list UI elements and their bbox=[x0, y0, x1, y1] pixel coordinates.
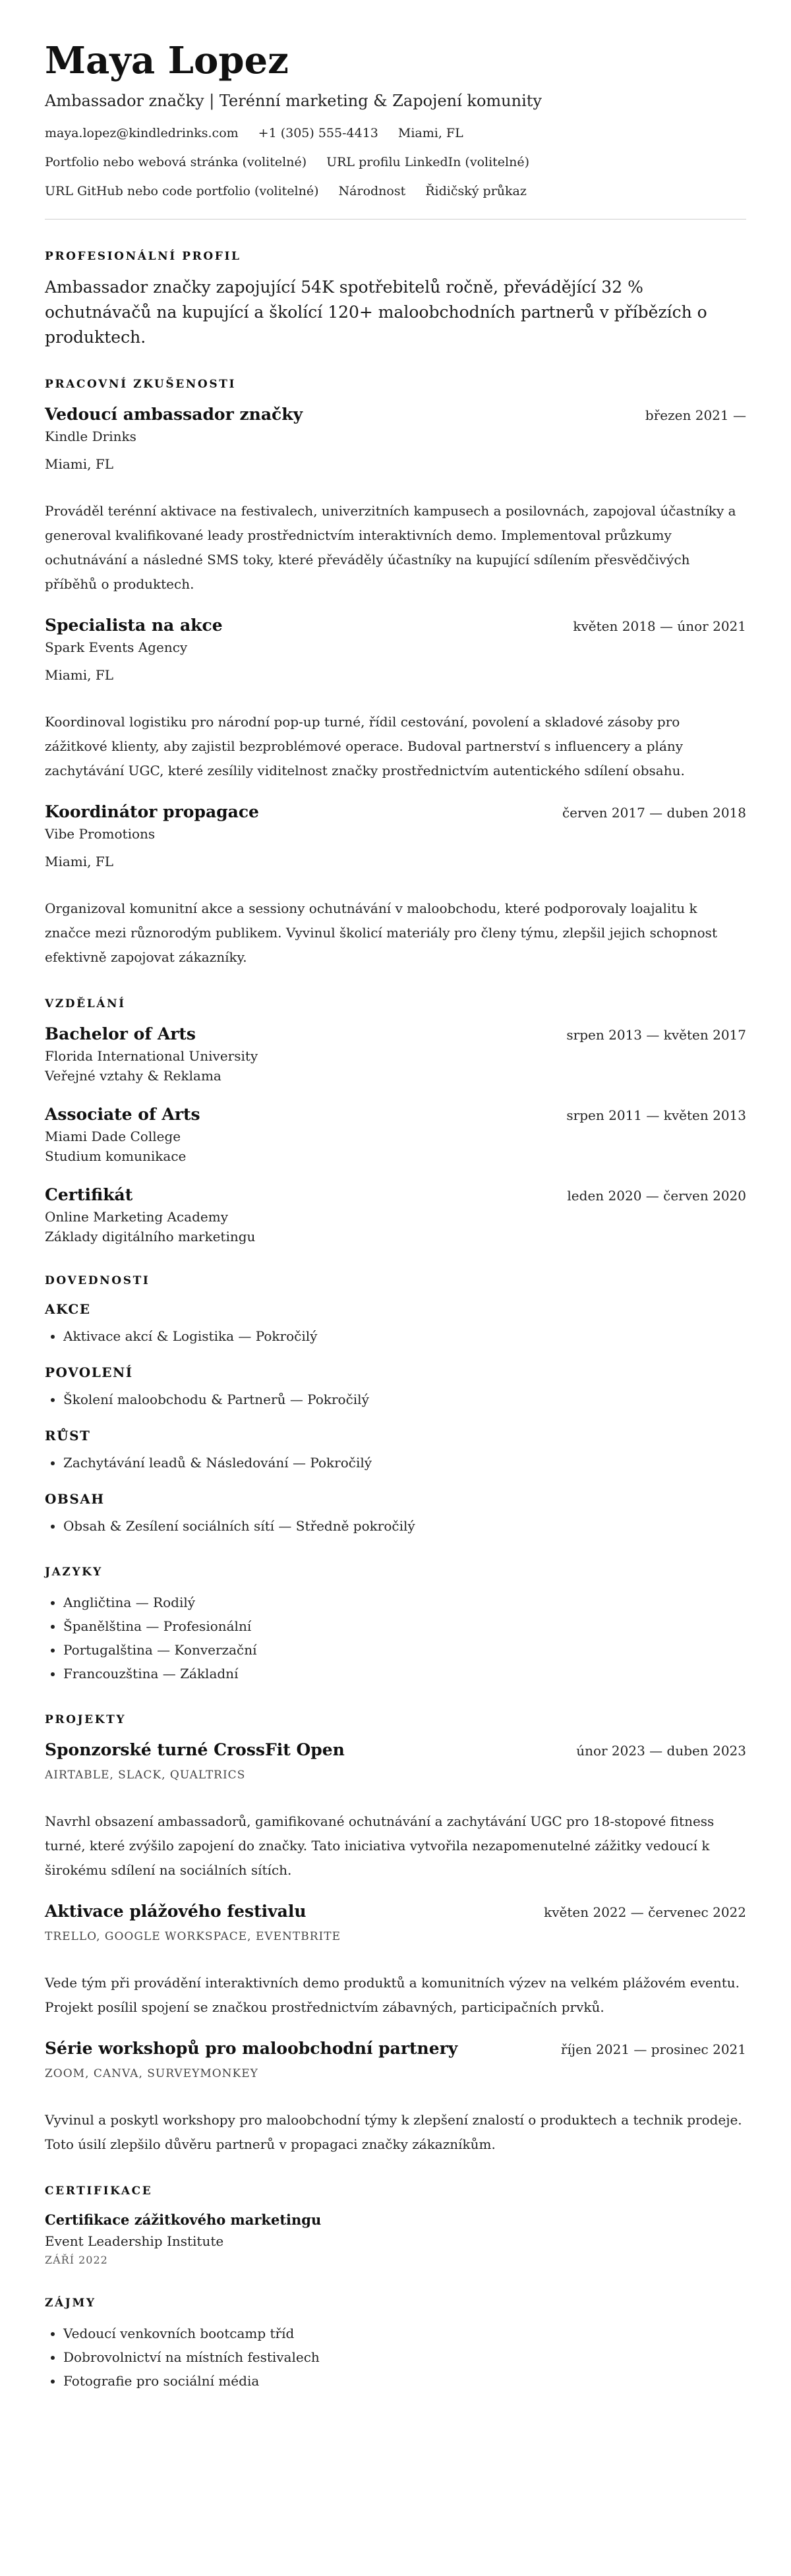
school: Florida International University bbox=[45, 1048, 258, 1064]
section-title-experience: PRACOVNÍ ZKUŠENOSTI bbox=[45, 378, 237, 391]
email[interactable]: maya.lopez@kindledrinks.com bbox=[45, 126, 239, 140]
job-dates: březen 2021 — bbox=[645, 407, 746, 423]
skill-category: RŮST bbox=[45, 1428, 91, 1444]
headline: Ambassador značky | Terénní marketing & Zapojení komunity bbox=[45, 92, 542, 110]
skills-section bbox=[45, 1273, 746, 1538]
linkedin-link[interactable]: URL profilu LinkedIn (volitelné) bbox=[326, 155, 530, 169]
experience-entry bbox=[45, 800, 746, 970]
contact-row bbox=[45, 153, 746, 171]
company: Kindle Drinks bbox=[45, 428, 136, 444]
experience-section bbox=[45, 376, 746, 970]
company: Vibe Promotions bbox=[45, 826, 156, 842]
project-tools: AIRTABLE, SLACK, QUALTRICS bbox=[45, 1769, 246, 1782]
field-of-study: Studium komunikace bbox=[45, 1148, 187, 1164]
school: Online Marketing Academy bbox=[45, 1209, 229, 1225]
job-dates: květen 2018 — únor 2021 bbox=[573, 618, 746, 634]
section-title-education: VZDĚLÁNÍ bbox=[45, 997, 126, 1010]
education-dates: leden 2020 — červen 2020 bbox=[567, 1188, 746, 1204]
experience-entry bbox=[45, 614, 746, 783]
skill-item: • Školení maloobchodu & Partnerů — Pokročilý bbox=[63, 1388, 746, 1411]
certification-issuer: Event Leadership Institute bbox=[45, 2233, 224, 2249]
skill-category: AKCE bbox=[45, 1301, 91, 1317]
degree: Associate of Arts bbox=[45, 1105, 200, 1124]
skill-item: • Obsah & Zesílení sociálních sítí — Středně pokročilý bbox=[63, 1514, 746, 1538]
drivers-license: Řidičský průkaz bbox=[425, 184, 527, 198]
certification-name: Certifikace zážitkového marketingu bbox=[45, 2211, 322, 2228]
education-section bbox=[45, 996, 746, 1246]
skill-item: • Aktivace akcí & Logistika — Pokročilý bbox=[63, 1324, 746, 1348]
section-title-languages: JAZYKY bbox=[45, 1566, 103, 1579]
interest-item: • Fotografie pro sociální média bbox=[63, 2369, 746, 2393]
section-title-skills: DOVEDNOSTI bbox=[45, 1274, 150, 1287]
interest-item: • Vedoucí venkovních bootcamp tříd bbox=[63, 2322, 746, 2345]
job-description: Organizoval komunitní akce a sessiony ochutnávání v maloobchodu, které podporovaly loajalitu k značce mezi různorodým publikem. Vyvinul školicí materiály pro členy týmu, zlepšil jejich schopnost efektivně zapojovat zákazníky. bbox=[45, 900, 717, 965]
school: Miami Dade College bbox=[45, 1128, 181, 1144]
job-description: Koordinoval logistiku pro národní pop-up turné, řídil cestování, povolení a skladové zásoby pro zážitkové klienty, aby zajistil bezproblémové operace. Budoval partnerství s influencery a plány zachytávání UGC, které zesílily viditelnost značky prostřednictvím autentického sdílení obsahu. bbox=[45, 714, 685, 778]
nationality: Národnost bbox=[338, 184, 406, 198]
education-dates: srpen 2013 — květen 2017 bbox=[566, 1027, 746, 1043]
project-tools: TRELLO, GOOGLE WORKSPACE, EVENTBRITE bbox=[45, 1930, 341, 1943]
interests-section bbox=[45, 2295, 746, 2393]
github-link[interactable]: URL GitHub nebo code portfolio (volitelné) bbox=[45, 184, 319, 198]
projects-section bbox=[45, 1712, 746, 2157]
job-location: Miami, FL bbox=[45, 667, 114, 683]
project-dates: květen 2022 — červenec 2022 bbox=[544, 1904, 746, 1920]
candidate-name: Maya Lopez bbox=[45, 39, 289, 82]
phone[interactable]: +1 (305) 555-4413 bbox=[258, 126, 378, 140]
portfolio-link[interactable]: Portfolio nebo webová stránka (volitelné) bbox=[45, 155, 307, 169]
job-location: Miami, FL bbox=[45, 456, 114, 472]
interest-item: • Dobrovolnictví na místních festivalech bbox=[63, 2345, 746, 2369]
contact-row bbox=[45, 182, 746, 200]
project-entry bbox=[45, 1900, 746, 2020]
languages-section bbox=[45, 1564, 746, 1685]
project-description: Vede tým při provádění interaktivních demo produktů a komunitních výzev na velkém plážovém eventu. Projekt posílil spojení se značkou prostřednictvím zábavných, participačních prvků. bbox=[45, 1975, 740, 2015]
skill-category: POVOLENÍ bbox=[45, 1364, 133, 1380]
language-item: • Francouzština — Základní bbox=[63, 1662, 746, 1685]
education-dates: srpen 2011 — květen 2013 bbox=[566, 1107, 746, 1123]
summary-text: Ambassador značky zapojující 54K spotřebitelů ročně, převádějící 32 % ochutnávačů na kupující a školící 120+ maloobchodních partnerů v příbězích o produktech. bbox=[45, 278, 707, 347]
education-entry bbox=[45, 1103, 746, 1166]
project-tools: ZOOM, CANVA, SURVEYMONKEY bbox=[45, 2067, 258, 2080]
header-divider bbox=[45, 219, 746, 220]
job-location: Miami, FL bbox=[45, 854, 114, 869]
skill-item: • Zachytávání leadů & Následování — Pokročilý bbox=[63, 1451, 746, 1475]
project-description: Vyvinul a poskytl workshopy pro maloobchodní týmy k zlepšení znalostí o produktech a technik prodeje. Toto úsilí zlepšilo důvěru partnerů v propagaci značky zákazníkům. bbox=[45, 2112, 742, 2152]
certification-date: ZÁŘÍ 2022 bbox=[45, 2254, 108, 2266]
education-entry bbox=[45, 1022, 746, 1086]
section-title-summary: PROFESIONÁLNÍ PROFIL bbox=[45, 250, 241, 263]
skill-category: OBSAH bbox=[45, 1491, 105, 1507]
degree: Certifikát bbox=[45, 1185, 133, 1204]
company: Spark Events Agency bbox=[45, 639, 188, 655]
section-title-interests: ZÁJMY bbox=[45, 2297, 96, 2310]
section-title-projects: PROJEKTY bbox=[45, 1713, 127, 1726]
section-title-certifications: CERTIFIKACE bbox=[45, 2184, 153, 2198]
location: Miami, FL bbox=[397, 126, 463, 140]
project-dates: říjen 2021 — prosinec 2021 bbox=[560, 2041, 746, 2057]
project-name: Sponzorské turné CrossFit Open bbox=[45, 1740, 345, 1759]
job-title: Vedoucí ambassador značky bbox=[45, 405, 303, 424]
education-entry bbox=[45, 1183, 746, 1246]
project-entry bbox=[45, 2037, 746, 2157]
field-of-study: Veřejné vztahy & Reklama bbox=[45, 1068, 221, 1084]
language-item: • Angličtina — Rodilý bbox=[63, 1591, 746, 1614]
job-title: Specialista na akce bbox=[45, 616, 223, 635]
contact-row bbox=[45, 124, 746, 142]
language-item: • Portugalština — Konverzační bbox=[63, 1638, 746, 1662]
job-description: Prováděl terénní aktivace na festivalech, univerzitních kampusech a posilovnách, zapojoval účastníky a generoval kvalifikované leady prostřednictvím interaktivních demo. Implementoval průzkumy ochutnávání a následné SMS toky, které převáděly účastníky na kupující sdílením přesvědčivých příběhů o produktech. bbox=[45, 503, 736, 592]
project-name: Série workshopů pro maloobchodní partnery bbox=[45, 2039, 458, 2058]
job-dates: červen 2017 — duben 2018 bbox=[562, 805, 746, 821]
language-item: • Španělština — Profesionální bbox=[63, 1614, 746, 1638]
project-name: Aktivace plážového festivalu bbox=[45, 1902, 307, 1921]
project-entry bbox=[45, 1738, 746, 1883]
job-title: Koordinátor propagace bbox=[45, 802, 259, 821]
experience-entry bbox=[45, 403, 746, 597]
certifications-section bbox=[45, 2183, 746, 2269]
project-dates: únor 2023 — duben 2023 bbox=[576, 1743, 746, 1759]
field-of-study: Základy digitálního marketingu bbox=[45, 1229, 256, 1244]
project-description: Navrhl obsazení ambassadorů, gamifikované ochutnávání a zachytávání UGC pro 18-stopové fitness turné, které zvýšilo zapojení do značky. Tato iniciativa vytvořila nezapomenutelné zážitky vedoucí k širokému sdílení na sociálních sítích. bbox=[45, 1813, 715, 1878]
degree: Bachelor of Arts bbox=[45, 1024, 196, 1043]
